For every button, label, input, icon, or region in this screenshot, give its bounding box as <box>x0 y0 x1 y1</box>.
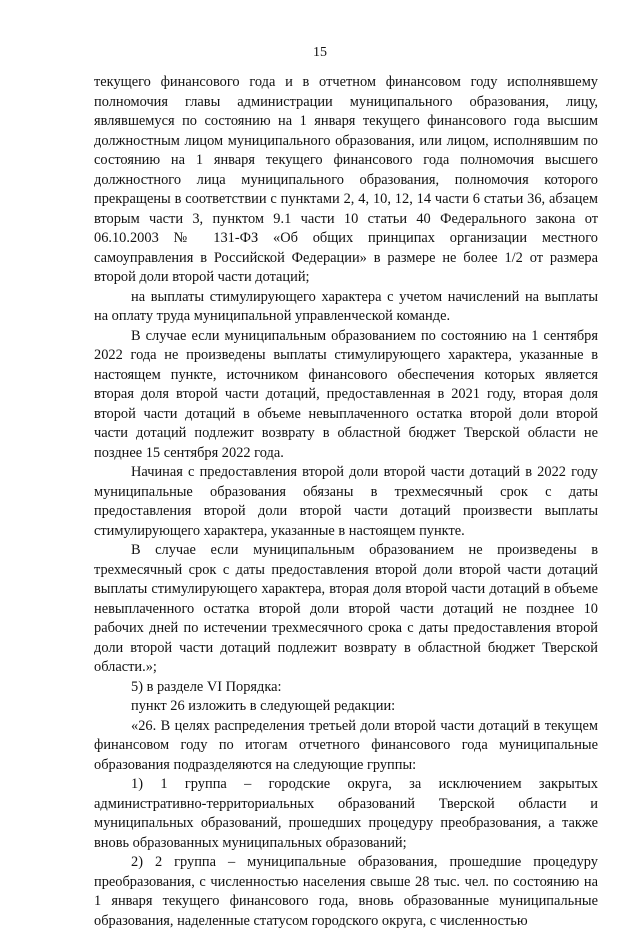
paragraph-incentive-payments: на выплаты стимулирующего характера с учетом начислений на выплаты на оплату труда муниципальной управленческой команде. <box>94 288 598 324</box>
document-body <box>94 73 598 931</box>
paragraph-return-2021: В случае если муниципальным образованием по состоянию на 1 сентября 2022 года не произведены выплаты стимулирующего характера, указанные в настоящем пункте, источником финансового обеспечения которых является вторая доля второй части дотаций, предоставленная в 2021 году, вторая доля второй части дотаций в объеме невыплаченного остатка второй доли второй части дотаций подлежит возврату в областной бюджет Тверской области не позднее 15 сентября 2022 года. <box>94 327 598 461</box>
list-item-group-1: 1) 1 группа – городские округа, за исключением закрытых административно-территориальных образований Тверской области и муниципальных образований, прошедших процедуру преобразования, а также вновь образованных муниципальных образований; <box>94 776 598 851</box>
paragraph-three-month-obligation: Начиная с предоставления второй доли второй части дотаций в 2022 году муниципальные образования обязаны в трехмесячный срок с даты предоставления второй доли второй части дотаций произвести выплаты стимулирующего характера, указанные в настоящем пункте. <box>94 464 598 539</box>
paragraph-point-26-intro: пункт 26 изложить в следующей редакции: <box>131 698 396 714</box>
paragraph-continuation: текущего финансового года и в отчетном финансовом году исполнявшему полномочия главы администрации муниципального образования, лицу, являвшемуся по состоянию на 1 января текущего финансового года высшим должностным лицом муниципального образования, или лицом, исполнявшим по состоянию на 1 января текущего финансового года полномочия высшего должностного лица муниципального образования, полномочия которого прекращены в соответствии с пунктами 2, 4, 10, 12, 14 части 6 статьи 36, абзацем вторым части 3, пунктом 9.1 части 10 статьи 40 Федерального закона от 06.10.2003 № 131-ФЗ «Об общих принципах организации местного самоуправления в Российской Федерации» в размере не более 1/2 от размера второй доли второй части дотаций; <box>94 74 598 285</box>
paragraph-point-26: «26. В целях распределения третьей доли второй части дотаций в текущем финансовом году по итогам отчетного финансового года муниципальные образования подразделяются на следующие группы: <box>94 717 598 773</box>
list-item-group-2: 2) 2 группа – муниципальные образования, прошедшие процедуру преобразования, с численностью населения свыше 28 тыс. чел. по состоянию на 1 января текущего финансового года, вновь образованные муниципальные образования, наделенные статусом городского округа, с численностью <box>94 854 598 929</box>
paragraph-return-unpaid: В случае если муниципальным образованием не произведены в трехмесячный срок с даты предоставления второй доли второй части дотаций выплаты стимулирующего характера, вторая доля второй части дотаций в объеме невыплаченного остатка второй доли второй части дотаций не позднее 10 рабочих дней по истечении трехмесячного срока с даты предоставления второй доли второй части дотаций подлежит возврату в областной бюджет Тверской области.»; <box>94 542 598 675</box>
page-number: 15 <box>313 45 327 60</box>
paragraph-section-vi: 5) в разделе VI Порядка: <box>131 678 282 695</box>
